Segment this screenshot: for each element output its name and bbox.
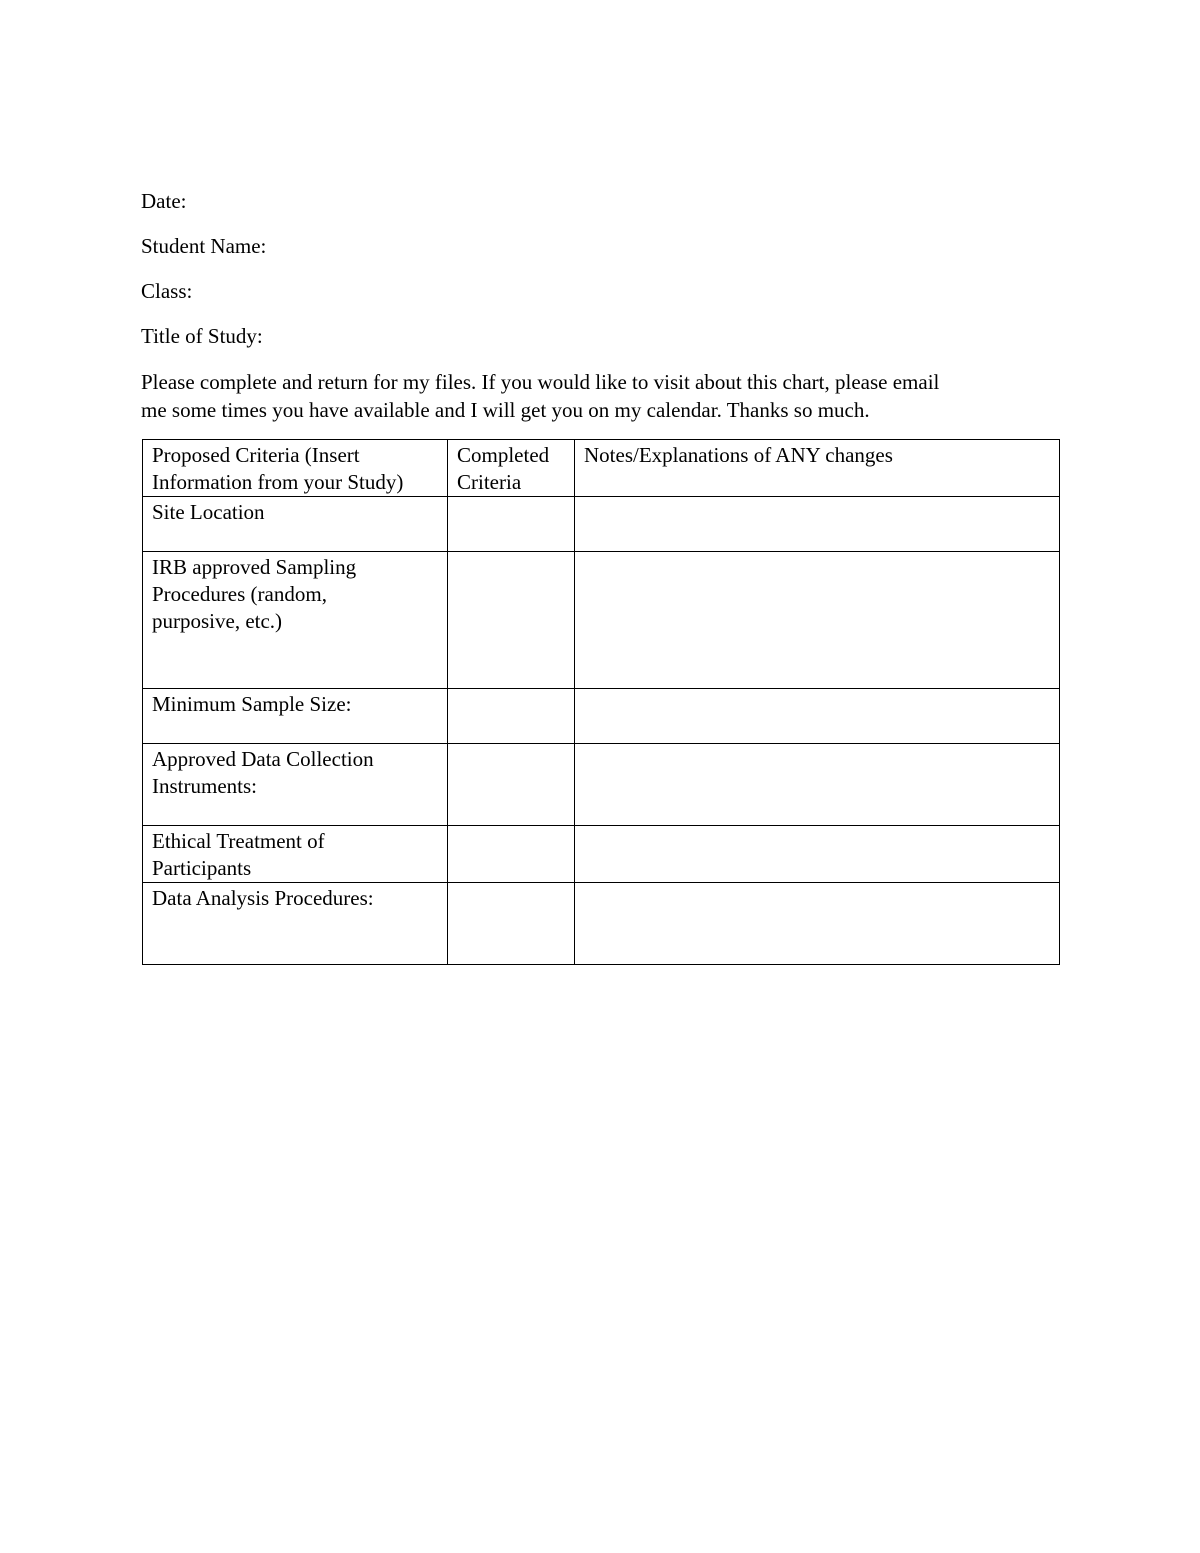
criteria-cell: IRB approved Sampling Procedures (random, purposive, etc.) [143, 552, 448, 689]
instructions-line: Please complete and return for my files. If you would like to visit about this chart, please email [141, 370, 940, 394]
criteria-cell: Site Location [143, 497, 448, 552]
table-row [143, 552, 1060, 689]
criteria-cell: Ethical Treatment of Participants [143, 826, 448, 883]
criteria-table [142, 439, 1060, 965]
completed-cell[interactable] [448, 826, 575, 883]
class-label: Class: [141, 279, 193, 303]
notes-cell[interactable] [575, 497, 1060, 552]
header-proposed-criteria: Proposed Criteria (Insert Information from your Study) [143, 440, 448, 497]
completed-cell[interactable] [448, 744, 575, 826]
table-row [143, 826, 1060, 883]
title-of-study-label: Title of Study: [141, 324, 263, 348]
table-row [143, 689, 1060, 744]
header-completed-criteria: Completed Criteria [448, 440, 575, 497]
notes-cell[interactable] [575, 883, 1060, 965]
criteria-cell: Minimum Sample Size: [143, 689, 448, 744]
notes-cell[interactable] [575, 689, 1060, 744]
criteria-cell: Data Analysis Procedures: [143, 883, 448, 965]
notes-cell[interactable] [575, 552, 1060, 689]
criteria-cell: Approved Data Collection Instruments: [143, 744, 448, 826]
notes-cell[interactable] [575, 826, 1060, 883]
student-name-label: Student Name: [141, 234, 267, 258]
notes-cell[interactable] [575, 744, 1060, 826]
table-row [143, 497, 1060, 552]
completed-cell[interactable] [448, 689, 575, 744]
completed-cell[interactable] [448, 883, 575, 965]
header-notes: Notes/Explanations of ANY changes [575, 440, 1060, 497]
instructions-paragraph [141, 368, 1061, 424]
table-row [143, 883, 1060, 965]
table-header-row [143, 440, 1060, 497]
completed-cell[interactable] [448, 497, 575, 552]
date-label: Date: [141, 189, 187, 213]
completed-cell[interactable] [448, 552, 575, 689]
table-row [143, 744, 1060, 826]
instructions-line: me some times you have available and I will get you on my calendar. Thanks so much. [141, 398, 870, 422]
